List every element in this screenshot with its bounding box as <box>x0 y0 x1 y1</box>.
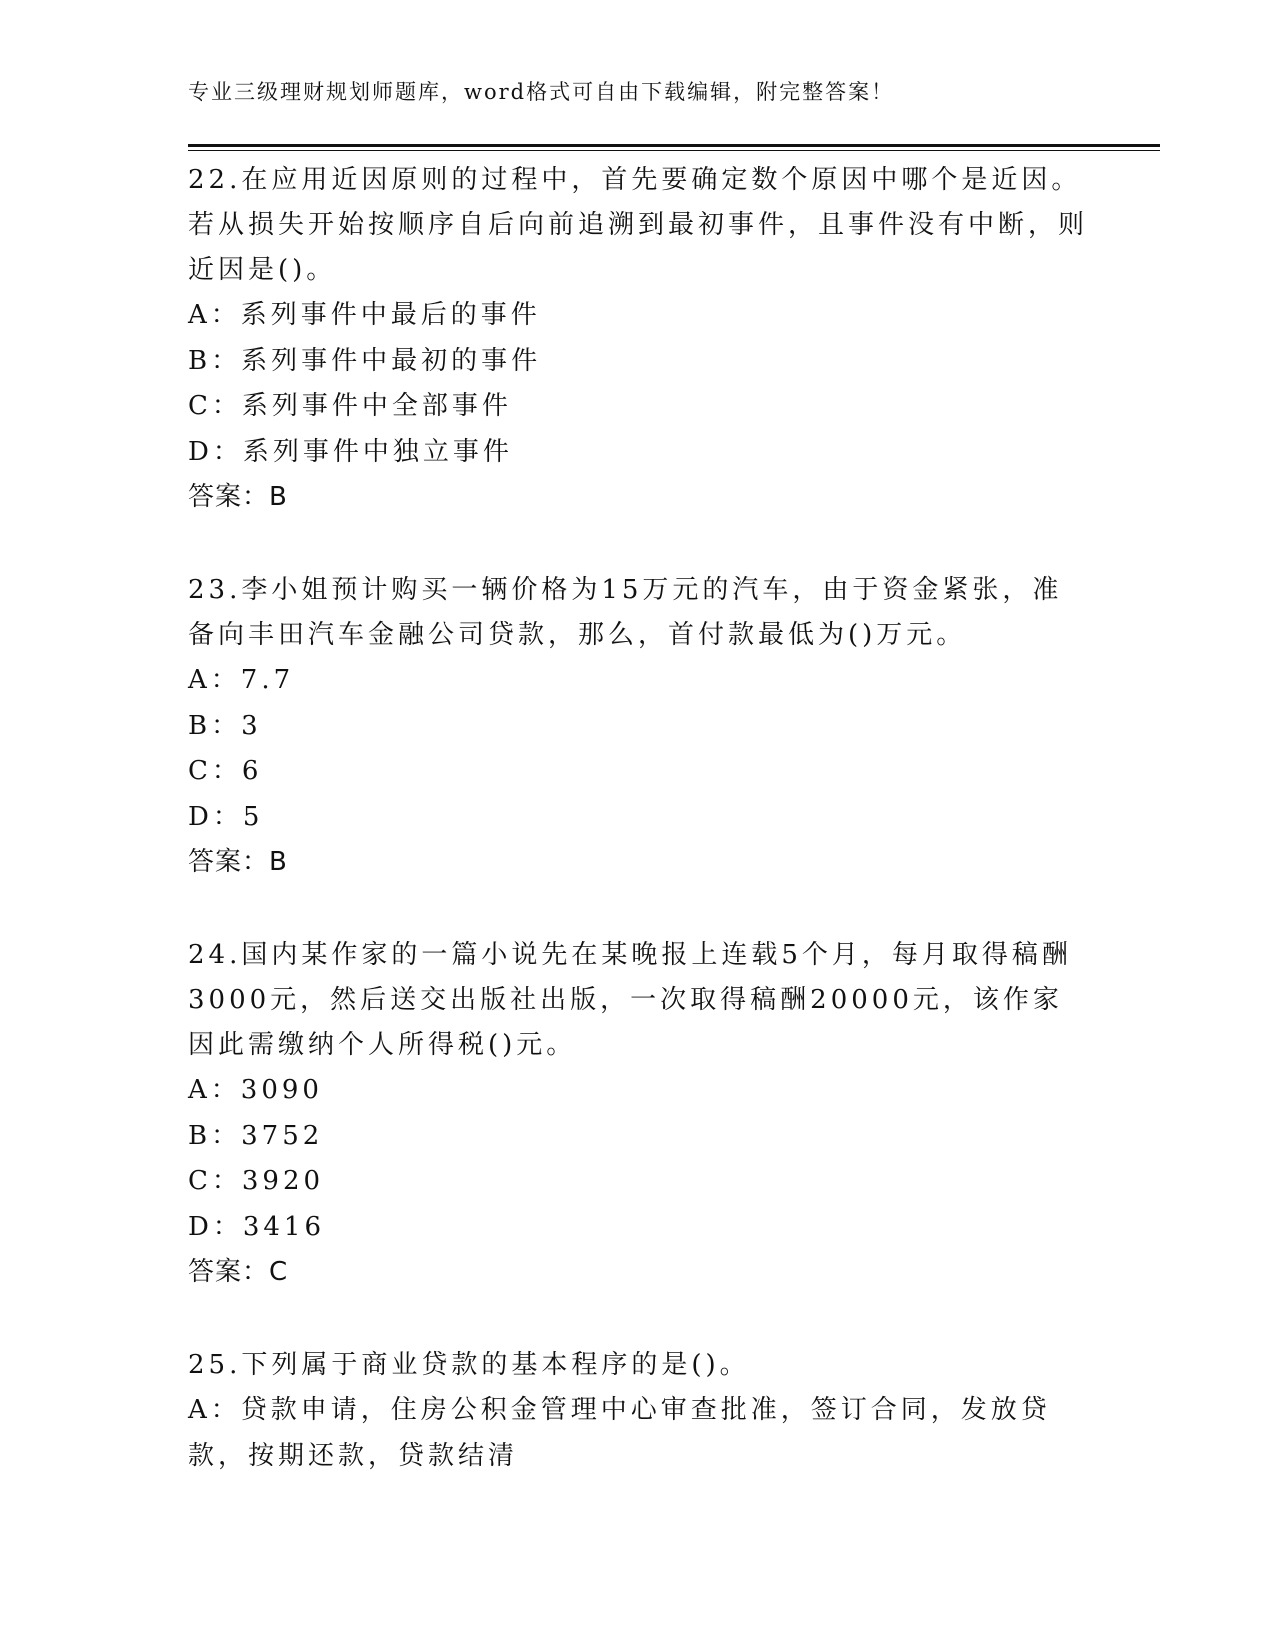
header-rule-thin <box>188 150 1160 151</box>
question-22 <box>188 158 1088 520</box>
option-b: B：系列事件中最初的事件 <box>188 345 542 376</box>
option-d: D：系列事件中独立事件 <box>188 436 513 467</box>
answer: 答案：B <box>188 847 288 877</box>
page-header: 专业三级理财规划师题库，word格式可自由下载编辑，附完整答案！ <box>188 80 895 104</box>
question-text: 25.下列属于商业贷款的基本程序的是()。 <box>188 1350 750 1380</box>
option-d: D：5 <box>188 801 264 832</box>
option-a: A：系列事件中最后的事件 <box>188 300 541 330</box>
option-d: D：3416 <box>188 1211 326 1242</box>
question-text: 22.在应用近因原则的过程中，首先要确定数个原因中哪个是近因。若从损失开始按顺序自后向前追溯到最初事件，且事件没有中断，则近因是()。 <box>188 165 1089 285</box>
option-c: C：3920 <box>188 1166 325 1196</box>
answer: 答案：B <box>188 482 288 512</box>
question-24 <box>188 933 1088 1295</box>
option-c: C：系列事件中全部事件 <box>188 391 512 421</box>
question-list <box>188 158 1088 1527</box>
option-a: A：7.7 <box>188 665 295 695</box>
header-rule-thick <box>188 144 1160 147</box>
question-text: 24.国内某作家的一篇小说先在某晚报上连载5个月，每月取得稿酬3000元，然后送交出版社出版，一次取得稿酬20000元，该作家因此需缴纳个人所得税()元。 <box>188 940 1072 1060</box>
option-b: B：3752 <box>188 1120 324 1151</box>
option-b: B：3 <box>188 710 262 741</box>
option-c: C：6 <box>188 756 263 786</box>
question-23 <box>188 568 1088 885</box>
question-text: 23.李小姐预计购买一辆价格为15万元的汽车，由于资金紧张，准备向丰田汽车金融公司贷款，那么，首付款最低为()万元。 <box>188 575 1063 650</box>
option-a: A：3090 <box>188 1075 323 1105</box>
option-a: A：贷款申请，住房公积金管理中心审查批准，签订合同，发放贷款，按期还款，贷款结清 <box>188 1395 1051 1471</box>
question-25 <box>188 1343 1088 1479</box>
answer: 答案：C <box>188 1257 289 1287</box>
